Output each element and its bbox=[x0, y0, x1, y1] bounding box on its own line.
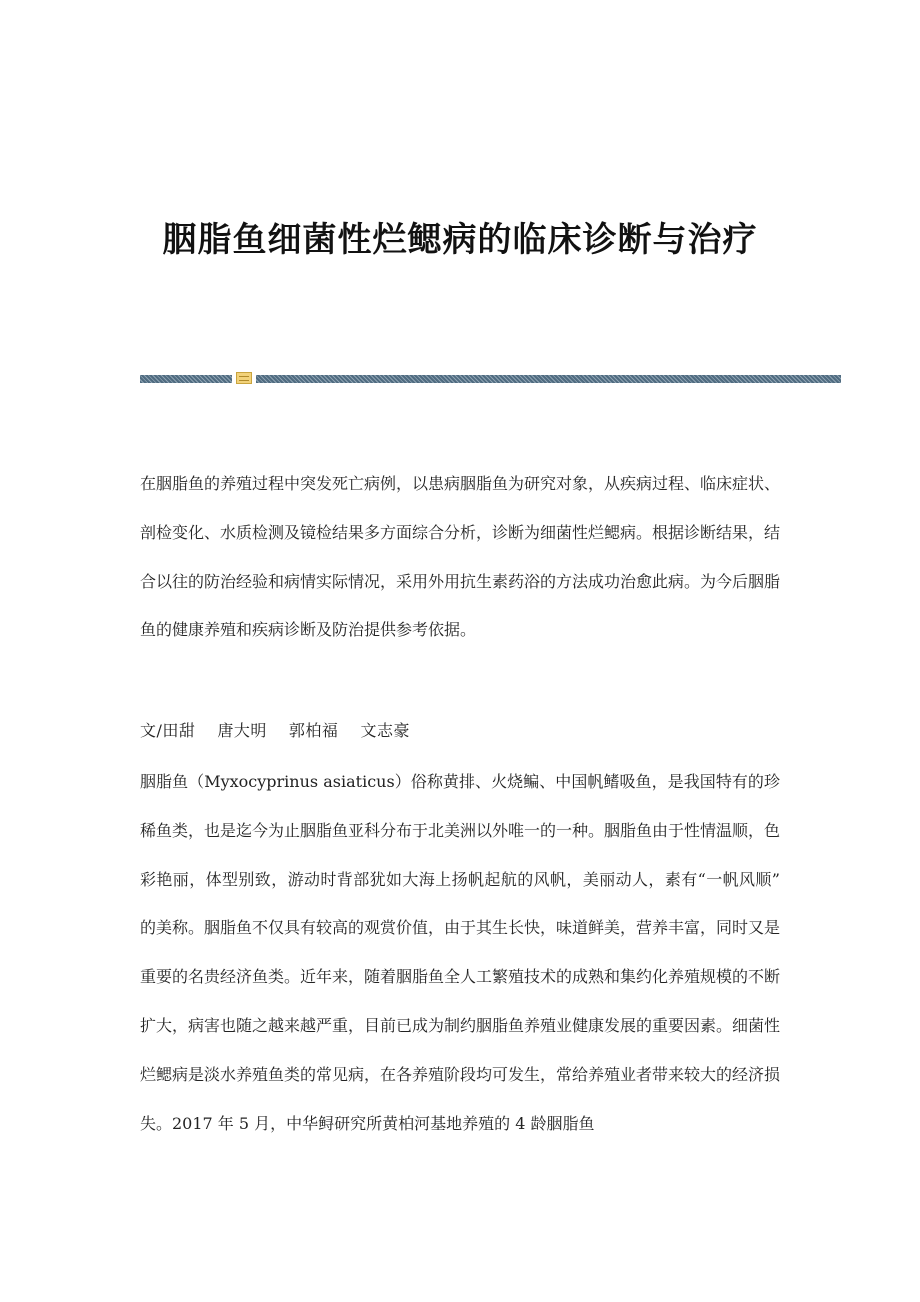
body-paragraph: 胭脂鱼（Myxocyprinus asiaticus）俗称黄排、火烧鳊、中国帆鳍吸鱼，是我国特有的珍稀鱼类，也是迄今为止胭脂鱼亚科分布于北美洲以外唯一的一种。胭脂鱼由于性情温顺，色彩艳丽，体型别致，游动时背部犹如大海上扬帆起航的风帆，美丽动人，素有“一帆风顺” 的美称。胭脂鱼不仅具有较高的观赏价值，由于其生长快，味道鲜美，营养丰富，同时又是重要的名贵经济鱼类。近年来，随着胭脂鱼全人工繁殖技术的成熟和集约化养殖规模的不断扩大，病害也随之越来越严重，目前已成为制约胭脂鱼养殖业健康发展的重要因素。细菌性烂鳃病是淡水养殖鱼类的常见病，在各养殖阶段均可发生，常给养殖业者带来较大的经济损失。2017 年 5 月，中华鲟研究所黄柏河基地养殖的 4 龄胭脂鱼 bbox=[140, 772, 781, 1133]
author-name: 唐大明 bbox=[217, 721, 267, 740]
author-name: 文志豪 bbox=[360, 721, 410, 740]
divider-bar-right bbox=[256, 375, 841, 383]
divider-ornament-icon bbox=[236, 372, 252, 384]
divider-bar-left bbox=[140, 375, 232, 383]
section-divider bbox=[140, 375, 841, 383]
author-name: 郭柏福 bbox=[288, 721, 339, 740]
author-line bbox=[140, 707, 780, 756]
author-prefix: 文/田甜 bbox=[140, 721, 196, 740]
document-title: 胭脂鱼细菌性烂鳃病的临床诊断与治疗 bbox=[162, 220, 758, 260]
abstract-paragraph: 在胭脂鱼的养殖过程中突发死亡病例，以患病胭脂鱼为研究对象，从疾病过程、临床症状、剖检变化、水质检测及镜检结果多方面综合分析，诊断为细菌性烂鳃病。根据诊断结果，结合以往的防治经验和病情实际情况，采用外用抗生素药浴的方法成功治愈此病。为今后胭脂鱼的健康养殖和疾病诊断及防治提供参考依据。 bbox=[140, 474, 781, 640]
